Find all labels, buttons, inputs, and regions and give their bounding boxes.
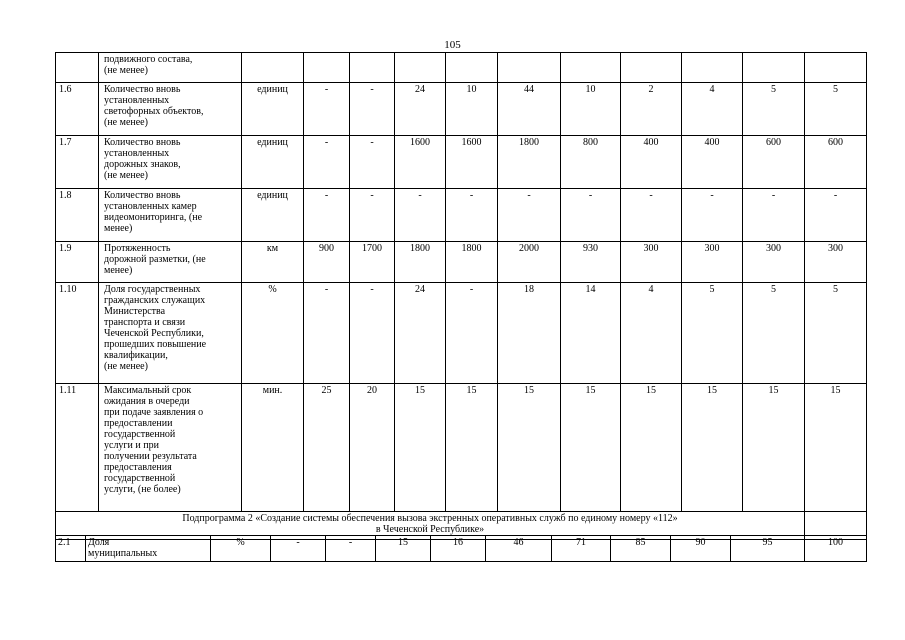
indicator-name: Количество вновь установленных камер видеомониторинга, (не менее) (99, 189, 242, 242)
row-number: 1.8 (56, 189, 99, 242)
value-cell: - (395, 189, 446, 242)
value-cell (805, 53, 867, 83)
value-cell: 15 (682, 384, 743, 512)
value-cell: - (350, 83, 395, 136)
indicator-name: Доля государственных гражданских служащих Министерства транспорта и связи Чеченской Республики, прошедших повышение квалификации, (не менее) (99, 283, 242, 384)
value-cell (304, 53, 350, 83)
value-cell: 1600 (395, 136, 446, 189)
value-cell: 1800 (446, 242, 498, 283)
unit-cell (242, 53, 304, 83)
subprogram-heading: Подпрограмма 2 «Создание системы обеспечения вызова экстренных оперативных служб по единому номеру «112» в Чеченской Республике» (56, 512, 805, 540)
value-cell: 2 (621, 83, 682, 136)
unit-cell: мин. (242, 384, 304, 512)
value-cell (395, 53, 446, 83)
value-cell: 100 (805, 536, 867, 562)
value-cell: 44 (498, 83, 561, 136)
value-cell (743, 53, 805, 83)
indicator-name: подвижного состава, (не менее) (99, 53, 242, 83)
value-cell: - (682, 189, 743, 242)
row-number: 1.9 (56, 242, 99, 283)
value-cell: - (498, 189, 561, 242)
value-cell: 5 (805, 83, 867, 136)
value-cell: 400 (621, 136, 682, 189)
value-cell (621, 53, 682, 83)
row-number: 1.10 (56, 283, 99, 384)
value-cell: - (350, 283, 395, 384)
value-cell: - (304, 283, 350, 384)
page-number: 105 (444, 39, 461, 51)
value-cell: 5 (743, 83, 805, 136)
indicator-name: Количество вновь установленных дорожных знаков, (не менее) (99, 136, 242, 189)
value-cell: 400 (682, 136, 743, 189)
value-cell: 24 (395, 83, 446, 136)
value-cell: 71 (552, 536, 611, 562)
value-cell: 5 (805, 283, 867, 384)
value-cell: 300 (805, 242, 867, 283)
value-cell: - (561, 189, 621, 242)
value-cell: 600 (805, 136, 867, 189)
value-cell: 90 (671, 536, 731, 562)
value-cell (561, 53, 621, 83)
value-cell: 300 (682, 242, 743, 283)
value-cell: 20 (350, 384, 395, 512)
value-cell: 15 (561, 384, 621, 512)
value-cell: - (621, 189, 682, 242)
value-cell: - (446, 283, 498, 384)
value-cell: 300 (743, 242, 805, 283)
value-cell: 24 (395, 283, 446, 384)
value-cell: 25 (304, 384, 350, 512)
table-row (56, 83, 867, 136)
unit-cell: единиц (242, 136, 304, 189)
value-cell: 14 (561, 283, 621, 384)
value-cell: 1800 (498, 136, 561, 189)
value-cell: 10 (446, 83, 498, 136)
value-cell: 46 (486, 536, 552, 562)
value-cell: 930 (561, 242, 621, 283)
table-row (56, 384, 867, 512)
value-cell: 18 (498, 283, 561, 384)
table-row (56, 283, 867, 384)
indicators-table (55, 52, 867, 540)
indicator-name: Количество вновь установленных светофорных объектов, (не менее) (99, 83, 242, 136)
row-number: 1.7 (56, 136, 99, 189)
indicator-name: Протяженность дорожной разметки, (не менее) (99, 242, 242, 283)
unit-cell: % (211, 536, 271, 562)
value-cell: 800 (561, 136, 621, 189)
value-cell: 300 (621, 242, 682, 283)
value-cell: - (304, 83, 350, 136)
value-cell: 16 (431, 536, 486, 562)
indicator-name: Максимальный срок ожидания в очереди при подаче заявления о предоставлении государственной услуги и при получении результата предоставления государственной услуги, (не более) (99, 384, 242, 512)
value-cell (682, 53, 743, 83)
value-cell: - (350, 189, 395, 242)
value-cell: 15 (621, 384, 682, 512)
value-cell: 5 (682, 283, 743, 384)
value-cell: 15 (498, 384, 561, 512)
value-cell: 4 (621, 283, 682, 384)
value-cell: 600 (743, 136, 805, 189)
table-row (56, 189, 867, 242)
value-cell: 15 (446, 384, 498, 512)
subprogram2-table (55, 535, 867, 562)
row-number: 1.11 (56, 384, 99, 512)
value-cell: - (326, 536, 376, 562)
value-cell: 10 (561, 83, 621, 136)
value-cell: 4 (682, 83, 743, 136)
value-cell: 85 (611, 536, 671, 562)
value-cell: 15 (805, 384, 867, 512)
value-cell: 900 (304, 242, 350, 283)
table-row (56, 536, 867, 562)
value-cell: - (805, 189, 867, 242)
unit-cell: единиц (242, 189, 304, 242)
value-cell: - (271, 536, 326, 562)
value-cell (498, 53, 561, 83)
value-cell (446, 53, 498, 83)
value-cell: 1700 (350, 242, 395, 283)
value-cell: 15 (395, 384, 446, 512)
row-number (56, 53, 99, 83)
unit-cell: % (242, 283, 304, 384)
row-number: 1.6 (56, 83, 99, 136)
value-cell: - (304, 136, 350, 189)
row-number: 2.1 (56, 536, 86, 562)
value-cell: - (446, 189, 498, 242)
value-cell: 1800 (395, 242, 446, 283)
value-cell: 15 (743, 384, 805, 512)
value-cell: - (743, 189, 805, 242)
value-cell: 15 (376, 536, 431, 562)
table-row (56, 136, 867, 189)
table-row (56, 242, 867, 283)
indicator-name: Доля муниципальных (86, 536, 211, 562)
value-cell: - (350, 136, 395, 189)
value-cell: - (304, 189, 350, 242)
value-cell: 2000 (498, 242, 561, 283)
value-cell: 5 (743, 283, 805, 384)
unit-cell: км (242, 242, 304, 283)
value-cell (350, 53, 395, 83)
unit-cell: единиц (242, 83, 304, 136)
table-row (56, 53, 867, 83)
value-cell: 1600 (446, 136, 498, 189)
value-cell: 95 (731, 536, 805, 562)
